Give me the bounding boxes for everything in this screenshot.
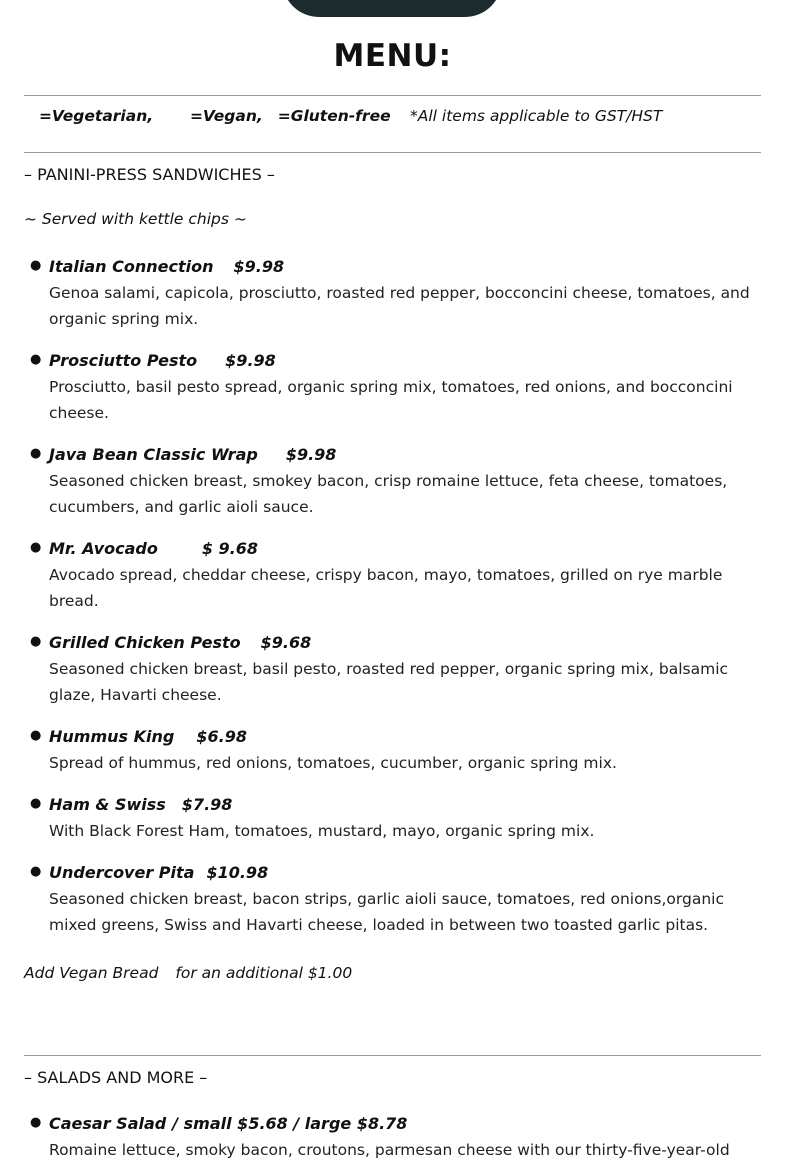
item-description: Seasoned chicken breast, bacon strips, garlic aioli sauce, tomatoes, red onions,organic mixed greens, Swiss and Havarti cheese, loaded in between two toasted garlic pitas. <box>49 890 724 934</box>
item-price: $9.98 <box>233 257 285 276</box>
bullet-icon: ● <box>30 258 42 273</box>
item-price: / small $5.68 / large $8.78 <box>172 1114 408 1133</box>
menu-item <box>30 348 764 426</box>
bullet-icon: ● <box>30 728 42 743</box>
gluten-free-label: =Gluten-free <box>277 107 391 125</box>
section-subtitle: ~ Served with kettle chips ~ <box>24 210 247 228</box>
menu-item <box>30 630 764 708</box>
item-description: Seasoned chicken breast, basil pesto, roasted red pepper, organic spring mix, balsamic glaze, Havarti cheese. <box>49 660 729 704</box>
top-banner-pill <box>282 0 502 17</box>
vegetarian-label: =Vegetarian, <box>38 107 154 125</box>
item-name: Hummus King <box>49 727 175 746</box>
vegan-label: =Vegan, <box>189 107 263 125</box>
item-description: Genoa salami, capicola, prosciutto, roasted red pepper, bocconcini cheese, tomatoes, and organic spring mix. <box>49 284 750 328</box>
menu-item <box>30 254 764 332</box>
bullet-icon: ● <box>30 1115 42 1130</box>
item-price: $9.98 <box>225 351 276 370</box>
item-name: Prosciutto Pesto <box>49 351 198 370</box>
item-description: Spread of hummus, red onions, tomatoes, cucumber, organic spring mix. <box>49 754 617 772</box>
bullet-icon: ● <box>30 446 42 461</box>
vegan-bread-addon <box>24 964 352 982</box>
divider <box>24 152 761 153</box>
item-description: Romaine lettuce, smoky bacon, croutons, parmesan cheese with our thirty-five-year-old <box>49 1141 730 1159</box>
menu-item <box>30 442 764 520</box>
item-name: Undercover Pita <box>49 863 195 882</box>
item-price: $9.98 <box>285 445 337 464</box>
menu-item <box>30 860 764 938</box>
divider <box>24 1055 761 1056</box>
item-name: Ham & Swiss <box>49 795 166 814</box>
menu-item <box>30 536 764 614</box>
item-price: $10.98 <box>206 863 269 882</box>
divider <box>24 95 761 96</box>
menu-item <box>30 792 764 844</box>
section-title-sandwiches: – PANINI-PRESS SANDWICHES – <box>24 165 275 184</box>
bullet-icon: ● <box>30 634 42 649</box>
tax-note: *All items applicable to GST/HST <box>410 107 663 125</box>
item-name: Java Bean Classic Wrap <box>49 445 258 464</box>
addon-text: Add Vegan Bread <box>24 964 159 982</box>
item-name: Mr. Avocado <box>49 539 158 558</box>
menu-item <box>30 724 764 776</box>
item-price: $9.68 <box>260 633 312 652</box>
dietary-legend <box>24 107 761 125</box>
item-name: Caesar Salad <box>49 1114 167 1133</box>
bullet-icon: ● <box>30 864 42 879</box>
page-title: MENU: <box>333 38 452 74</box>
item-description: Prosciutto, basil pesto spread, organic spring mix, tomatoes, red onions, and bocconcini cheese. <box>49 378 733 422</box>
bullet-icon: ● <box>30 540 42 555</box>
item-price: $7.98 <box>181 795 233 814</box>
section-title-salads: – SALADS AND MORE – <box>24 1068 208 1087</box>
item-name: Grilled Chicken Pesto <box>49 633 241 652</box>
menu-item <box>30 1111 764 1163</box>
item-description: Seasoned chicken breast, smokey bacon, crisp romaine lettuce, feta cheese, tomatoes, cucumbers, and garlic aioli sauce. <box>49 472 728 516</box>
bullet-icon: ● <box>30 796 42 811</box>
bullet-icon: ● <box>30 352 42 367</box>
item-price: $6.98 <box>196 727 247 746</box>
item-price: $ 9.68 <box>201 539 259 558</box>
addon-price: for an additional $1.00 <box>175 964 353 982</box>
item-description: Avocado spread, cheddar cheese, crispy bacon, mayo, tomatoes, grilled on rye marble bread. <box>49 566 723 610</box>
item-description: With Black Forest Ham, tomatoes, mustard, mayo, organic spring mix. <box>49 822 595 840</box>
item-name: Italian Connection <box>49 257 214 276</box>
